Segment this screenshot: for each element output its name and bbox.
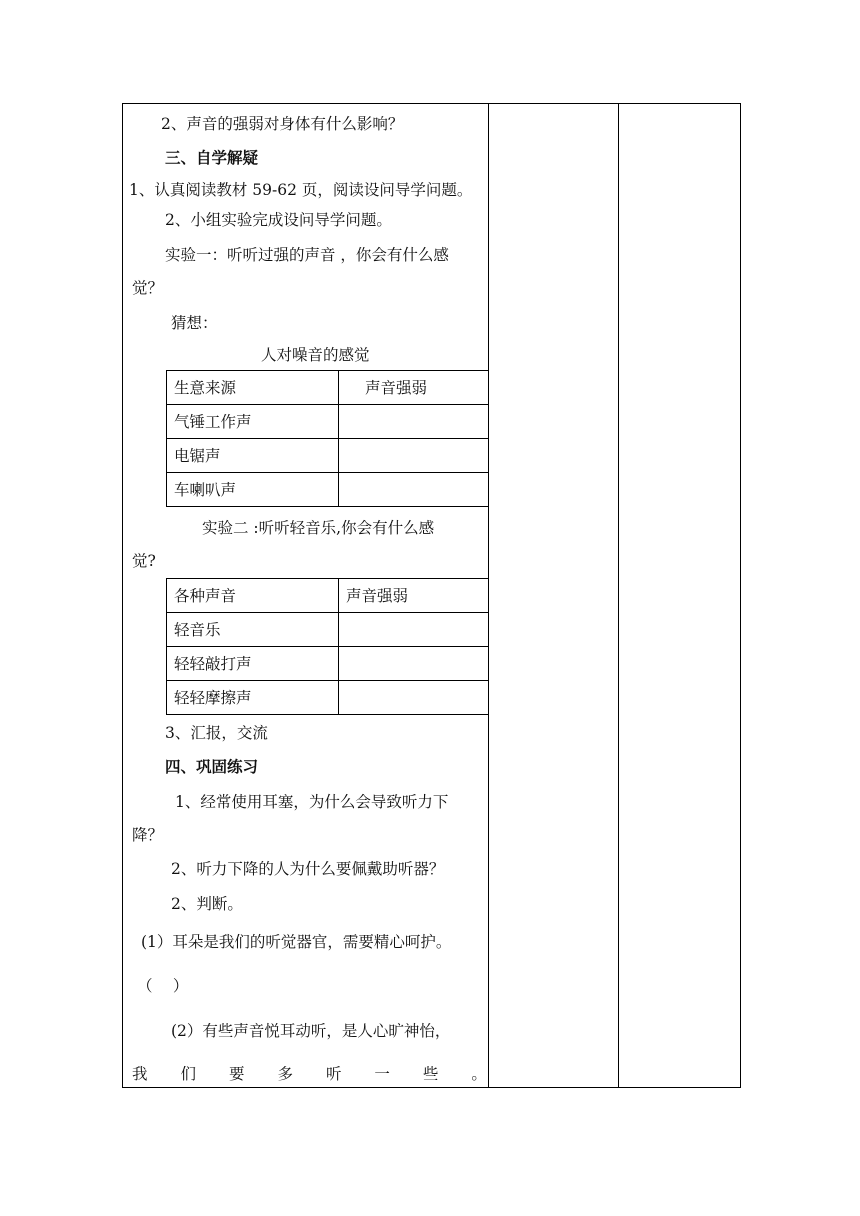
tail-char: 一 bbox=[374, 1065, 390, 1083]
noise-feeling-table bbox=[166, 370, 489, 507]
question-2: 2、声音的强弱对身体有什么影响？ bbox=[161, 115, 404, 133]
tail-char: 些 bbox=[422, 1065, 439, 1083]
table-cell: 气锤工作声 bbox=[167, 405, 339, 439]
table-cell: 车喇叭声 bbox=[167, 473, 339, 507]
experiment-1-line-1: 实验一：听听过强的声音 ，你会有什么感 bbox=[165, 246, 449, 264]
table-header-cell: 生意来源 bbox=[167, 371, 339, 405]
step-1: 1、认真阅读教材 59-62 页，阅读设问导学问题。 bbox=[129, 181, 473, 199]
judgement-2: (2）有些声音悦耳动听，是人心旷神怡， bbox=[171, 1022, 451, 1040]
tail-char: 。 bbox=[471, 1065, 487, 1083]
table-row bbox=[167, 473, 489, 507]
tail-char: 们 bbox=[180, 1065, 196, 1083]
experiment-1-line-2: 觉？ bbox=[132, 279, 164, 297]
table-row bbox=[167, 647, 489, 681]
tail-char: 我 bbox=[132, 1065, 148, 1083]
table-cell: 轻音乐 bbox=[167, 613, 339, 647]
practice-1-line-1: 1、经常使用耳塞，为什么会导致听力下 bbox=[175, 793, 449, 811]
table-cell bbox=[339, 439, 489, 473]
step-2: 2、小组实验完成设问导学问题。 bbox=[165, 211, 392, 229]
table-cell: 轻轻摩擦声 bbox=[167, 681, 339, 715]
judgement-1-answer-blank: （ ） bbox=[137, 977, 189, 995]
practice-1-line-2: 降？ bbox=[132, 826, 164, 844]
experiment-2-line-1: 实验二 :听听轻音乐,你会有什么感 bbox=[202, 519, 435, 537]
sound-strength-table bbox=[166, 578, 489, 715]
tail-char: 听 bbox=[325, 1065, 342, 1083]
table-cell bbox=[339, 647, 489, 681]
practice-2: 2、听力下降的人为什么要佩戴助听器？ bbox=[171, 860, 445, 878]
tail-char: 要 bbox=[228, 1065, 245, 1083]
table-cell: 轻轻敲打声 bbox=[167, 647, 339, 681]
table-header-cell: 声音强弱 bbox=[339, 371, 489, 405]
judgement-1: (1）耳朵是我们的听觉器官，需要精心呵护。 bbox=[141, 933, 452, 951]
practice-3: 2、判断。 bbox=[171, 895, 243, 913]
table-header-row bbox=[167, 371, 489, 405]
table-header-cell: 声音强弱 bbox=[339, 579, 489, 613]
table-row bbox=[167, 439, 489, 473]
table-cell bbox=[339, 613, 489, 647]
table-row bbox=[167, 613, 489, 647]
table-header-cell: 各种声音 bbox=[167, 579, 339, 613]
step-3: 3、汇报，交流 bbox=[165, 724, 268, 742]
section-4-heading: 四、巩固练习 bbox=[165, 757, 259, 776]
experiment-2-line-2: 觉? bbox=[132, 552, 156, 570]
tail-char: 多 bbox=[277, 1065, 293, 1083]
judgement-2-tail bbox=[132, 1063, 487, 1085]
table-row bbox=[167, 405, 489, 439]
table-cell bbox=[339, 405, 489, 439]
table-cell bbox=[339, 473, 489, 507]
table-row bbox=[167, 681, 489, 715]
table-cell bbox=[339, 681, 489, 715]
table-1-title: 人对噪音的感觉 bbox=[261, 346, 370, 364]
table-header-row bbox=[167, 579, 489, 613]
table-cell: 电锯声 bbox=[167, 439, 339, 473]
section-3-heading: 三、自学解疑 bbox=[165, 148, 259, 167]
column-divider-2 bbox=[618, 104, 619, 1087]
guess-label: 猜想： bbox=[171, 314, 218, 332]
lesson-plan-frame bbox=[122, 103, 741, 1088]
